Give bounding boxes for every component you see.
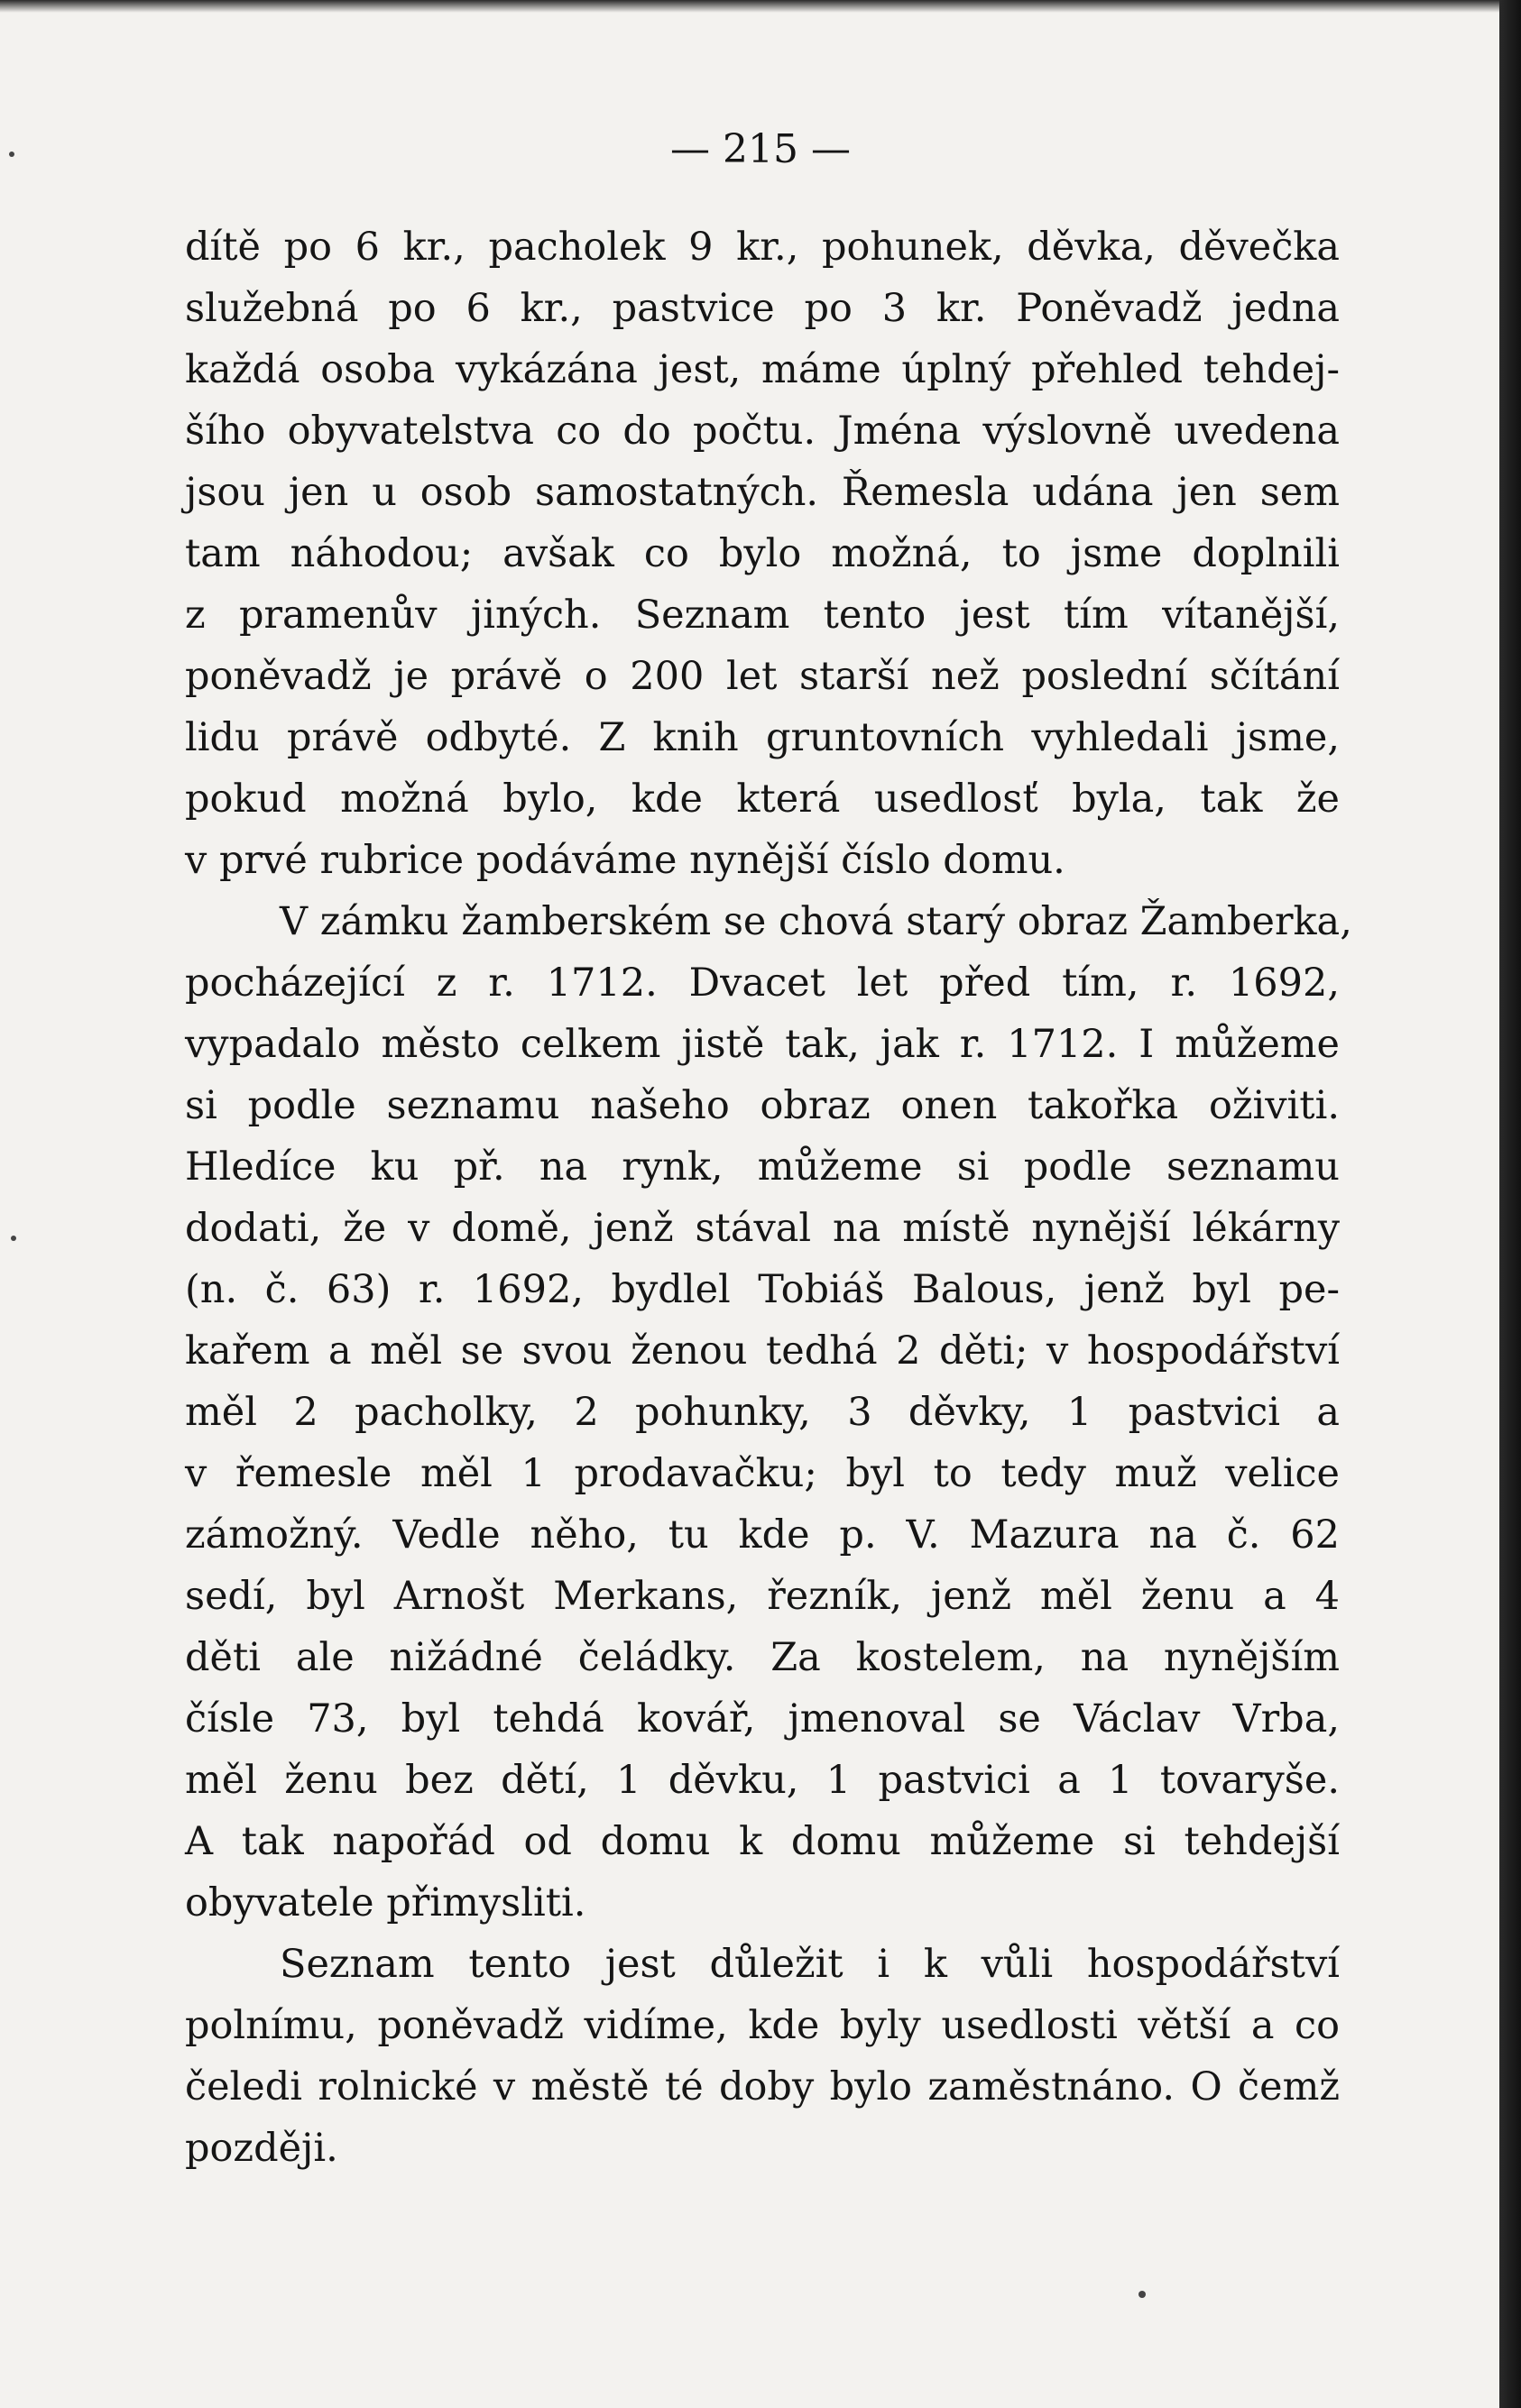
text-line: v řemesle měl 1 prodavačku; byl to tedy muž velice xyxy=(185,1451,1340,1496)
text-line: tam náhodou; avšak co bylo možná, to jsme doplnili xyxy=(185,531,1340,576)
text-line: pokud možná bylo, kde která usedlosť byla, tak že xyxy=(185,777,1340,822)
text-line: (n. č. 63) r. 1692, bydlel Tobiáš Balous, jenž byl pe- xyxy=(185,1267,1340,1312)
text-line: V zámku žamberském se chová starý obraz Žamberka, xyxy=(280,899,1352,944)
text-line: Seznam tento jest důležit i k vůli hospodářství xyxy=(280,1942,1340,1987)
scan-speck xyxy=(1138,2291,1146,2298)
scan-speck xyxy=(9,152,14,157)
text-line: jsou jen u osob samostatných. Řemesla udána jen sem xyxy=(185,470,1340,515)
paragraph xyxy=(185,216,1340,891)
text-line: z pramenův jiných. Seznam tento jest tím vítanější, xyxy=(185,593,1340,638)
text-line: kařem a měl se svou ženou tedhá 2 děti; v hospodářství xyxy=(185,1328,1340,1374)
text-line: zámožný. Vedle něho, tu kde p. V. Mazura na č. 62 xyxy=(185,1512,1340,1558)
text-line: sedí, byl Arnošt Merkans, řezník, jenž měl ženu a 4 xyxy=(185,1574,1340,1619)
text-line: poněvadž je právě o 200 let starší než poslední sčítání xyxy=(185,654,1340,699)
text-line: obyvatele přimysliti. xyxy=(185,1880,586,1925)
page-number: — 215 — xyxy=(670,126,851,172)
text-line: měl ženu bez dětí, 1 děvku, 1 pastvici a 1 tovaryše. xyxy=(185,1758,1340,1803)
scan-edge-top xyxy=(0,0,1521,13)
paragraph xyxy=(185,1934,1340,2179)
text-line: vypadalo město celkem jistě tak, jak r. 1712. I můžeme xyxy=(185,1022,1340,1067)
text-line: služebná po 6 kr., pastvice po 3 kr. Poněvadž jedna xyxy=(185,286,1340,331)
text-line: v prvé rubrice podáváme nynější číslo domu. xyxy=(185,838,1065,883)
text-line: měl 2 pacholky, 2 pohunky, 3 děvky, 1 pastvici a xyxy=(185,1390,1340,1435)
body-text xyxy=(185,216,1352,2179)
text-line: A tak napořád od domu k domu můžeme si tehdejší xyxy=(185,1819,1340,1864)
scan-edge-right xyxy=(1499,0,1521,2408)
text-line: pocházející z r. 1712. Dvacet let před tím, r. 1692, xyxy=(185,960,1340,1006)
text-line: každá osoba vykázána jest, máme úplný přehled tehdej- xyxy=(185,347,1340,392)
text-line: dítě po 6 kr., pacholek 9 kr., pohunek, děvka, děvečka xyxy=(185,225,1340,270)
text-line: Hledíce ku př. na rynk, můžeme si podle seznamu xyxy=(185,1144,1340,1190)
text-line: si podle seznamu našeho obraz onen takořka oživiti. xyxy=(185,1083,1340,1128)
paragraph xyxy=(185,891,1352,1934)
scan-speck xyxy=(11,1236,16,1241)
text-line: šího obyvatelstva co do počtu. Jména výslovně uvedena xyxy=(185,409,1340,454)
text-line: polnímu, poněvadž vidíme, kde byly usedlosti větší a co xyxy=(185,2003,1340,2048)
text-line: čísle 73, byl tehdá kovář, jmenoval se Václav Vrba, xyxy=(185,1696,1340,1742)
text-line: později. xyxy=(185,2126,338,2171)
text-line: čeledi rolnické v městě té doby bylo zaměstnáno. O čemž xyxy=(185,2064,1340,2109)
text-line: děti ale nižádné čeládky. Za kostelem, na nynějším xyxy=(185,1635,1340,1680)
text-line: lidu právě odbyté. Z knih gruntovních vyhledali jsme, xyxy=(185,715,1340,760)
text-line: dodati, že v domě, jenž stával na místě nynější lékárny xyxy=(185,1206,1340,1251)
